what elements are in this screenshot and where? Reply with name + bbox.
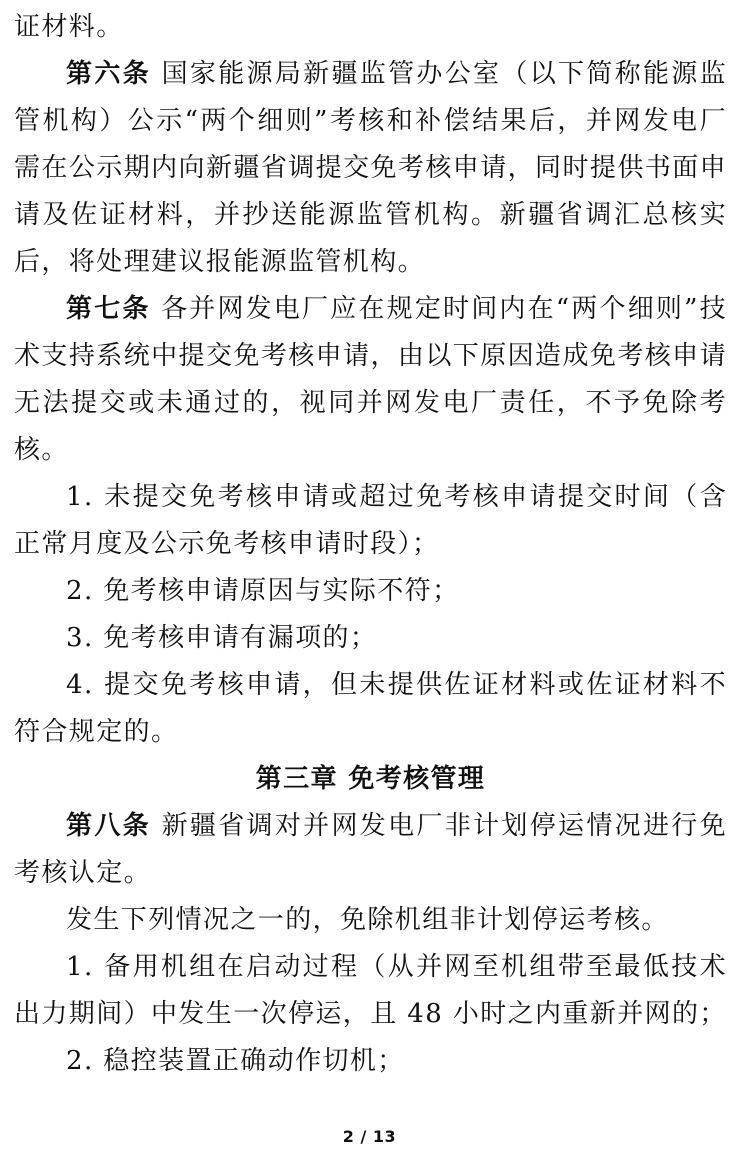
article-7 bbox=[14, 286, 727, 474]
article-7-item-1: 1. 未提交免考核申请或超过免考核申请提交时间（含正常月度及公示免考核申请时段）； bbox=[14, 482, 727, 559]
article-7-item-3: 3. 免考核申请有漏项的； bbox=[66, 623, 378, 653]
article-7-text: 各并网发电厂应在规定时间内在“两个细则”技术支持系统中提交免考核申请，由以下原因造成免考核申请无法提交或未通过的，视同并网发电厂责任，不予免除考核。 bbox=[14, 294, 727, 465]
article-8-intro: 发生下列情况之一的，免除机组非计划停运考核。 bbox=[66, 905, 669, 935]
article-7-item-4: 4. 提交免考核申请，但未提供佐证材料或佐证材料不符合规定的。 bbox=[14, 670, 727, 747]
article-6-text: 国家能源局新疆监管办公室（以下简称能源监管机构）公示“两个细则”考核和补偿结果后，并网发电厂需在公示期内向新疆省调提交免考核申请，同时提供书面申请及佐证材料，并抄送能源监管机构。新疆省调汇总核实后，将处理建议报能源监管机构。 bbox=[14, 59, 728, 277]
article-6-label: 第六条 bbox=[66, 59, 151, 89]
chapter-3-title: 第三章 免考核管理 bbox=[255, 764, 486, 794]
article-8-label: 第八条 bbox=[66, 811, 151, 841]
article-7-item-2: 2. 免考核申请原因与实际不符； bbox=[66, 576, 460, 606]
paragraph-text: 证材料。 bbox=[14, 12, 124, 42]
article-8-text: 新疆省调对并网发电厂非计划停运情况进行免考核认定。 bbox=[14, 811, 728, 888]
article-8 bbox=[14, 803, 727, 897]
paragraph-continuation bbox=[14, 4, 727, 51]
document-body bbox=[14, 4, 727, 1085]
article-8-item-2: 2. 稳控装置正确动作切机； bbox=[66, 1046, 405, 1076]
page-number: 2 / 13 bbox=[342, 1127, 397, 1146]
article-6 bbox=[14, 51, 727, 286]
article-7-label: 第七条 bbox=[66, 294, 151, 324]
article-8-item-1: 1. 备用机组在启动过程（从并网至机组带至最低技术出力期间）中发生一次停运，且 48 小时之内重新并网的； bbox=[14, 952, 727, 1029]
